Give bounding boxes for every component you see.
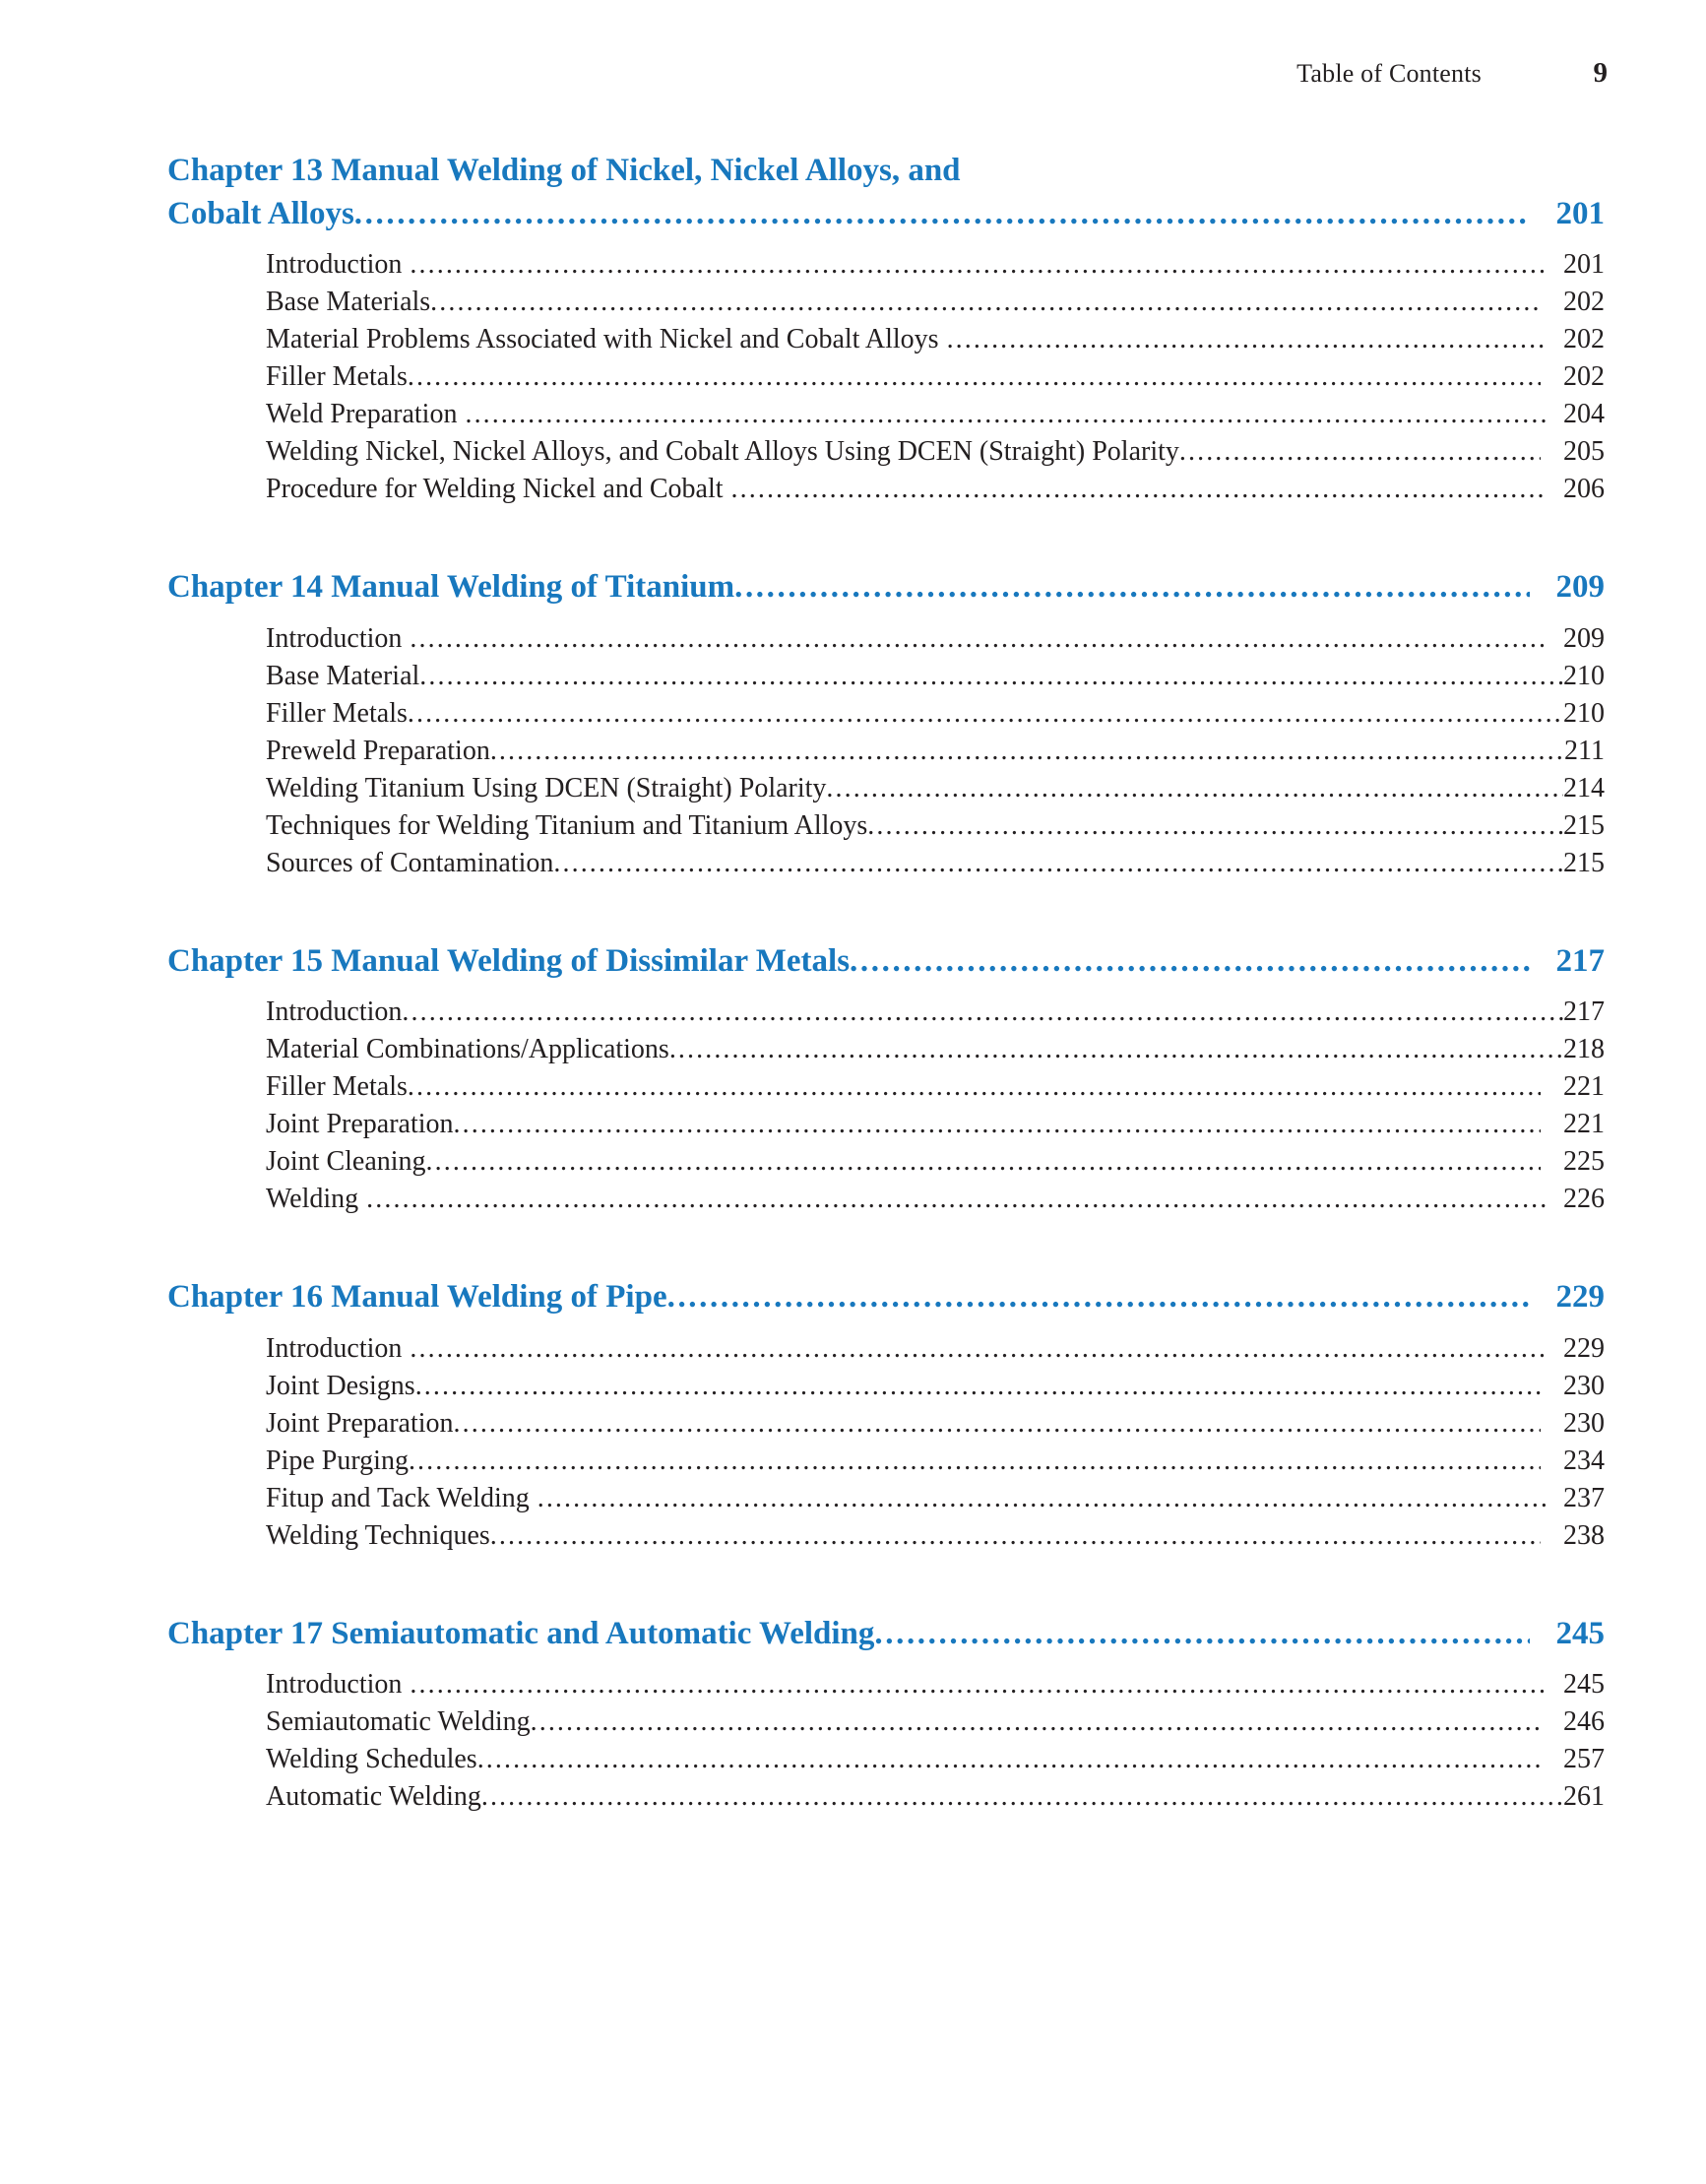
toc-entry-page-number: 230 <box>1563 1370 1605 1401</box>
toc-entry-label: Introduction <box>266 249 403 281</box>
chapter-heading[interactable] <box>167 566 1605 610</box>
chapter-entry-list <box>266 623 1605 885</box>
leader-dots <box>354 193 1530 236</box>
chapter-title-row <box>167 1276 1605 1319</box>
toc-entry-page-number: 237 <box>1563 1482 1605 1513</box>
toc-entry[interactable] <box>266 436 1605 474</box>
leader-dots <box>850 940 1530 984</box>
leader-dots <box>874 1613 1530 1656</box>
toc-entry-label: Filler Metals <box>266 1071 408 1103</box>
toc-entry[interactable] <box>266 1408 1605 1445</box>
toc-entry-page-number: 234 <box>1563 1445 1605 1476</box>
toc-entry[interactable] <box>266 1371 1605 1408</box>
toc-entry-page-number: 210 <box>1563 697 1605 729</box>
toc-entry[interactable] <box>266 623 1605 661</box>
chapter-page-number: 245 <box>1555 1615 1605 1651</box>
toc-entry-label: Welding <box>266 1184 359 1215</box>
chapter-title-row <box>167 940 1605 984</box>
toc-entry-label: Joint Cleaning <box>266 1146 426 1178</box>
toc-entry-label: Fitup and Tack Welding <box>266 1482 530 1513</box>
toc-entry-label: Welding Nickel, Nickel Alloys, and Cobalt Alloys Using DCEN (Straight) Polarity <box>266 436 1179 468</box>
toc-entry[interactable] <box>266 661 1605 698</box>
toc-entry-page-number: 202 <box>1563 324 1605 355</box>
chapter-heading[interactable] <box>167 1613 1605 1656</box>
leader-dots <box>408 698 1563 731</box>
toc-entry-label: Introduction <box>266 1332 403 1364</box>
chapter-title-row <box>167 566 1605 610</box>
toc-entry-page-number: 257 <box>1563 1744 1605 1775</box>
chapter-page-number: 209 <box>1555 569 1605 606</box>
toc-entry-label: Introduction <box>266 996 403 1028</box>
running-head-page-number: 9 <box>1593 57 1608 89</box>
toc-entry[interactable] <box>266 773 1605 810</box>
toc-entry-page-number: 214 <box>1563 772 1605 803</box>
toc-entry[interactable] <box>266 996 1605 1034</box>
leader-dots <box>731 474 1548 506</box>
toc-entry-page-number: 229 <box>1563 1332 1605 1364</box>
toc-entry-page-number: 202 <box>1563 287 1605 318</box>
chapter-heading[interactable] <box>167 150 1605 235</box>
leader-dots <box>454 1408 1541 1441</box>
leader-dots <box>419 661 1563 693</box>
leader-dots <box>408 1071 1541 1104</box>
toc-entry[interactable] <box>266 1706 1605 1744</box>
toc-entry[interactable] <box>266 1109 1605 1146</box>
toc-entry-page-number: 221 <box>1563 1109 1605 1140</box>
leader-dots <box>430 287 1541 319</box>
toc-entry-label: Joint Preparation <box>266 1109 454 1140</box>
toc-entry-page-number: 206 <box>1563 474 1605 505</box>
chapter-title-line-1: Chapter 13 Manual Welding of Nickel, Nickel Alloys, and <box>167 153 961 188</box>
toc-entry-page-number: 230 <box>1563 1407 1605 1439</box>
leader-dots <box>410 623 1548 656</box>
chapter-entry-list <box>266 1333 1605 1558</box>
leader-dots <box>537 1483 1548 1515</box>
toc-entry-label: Base Material <box>266 660 420 691</box>
toc-entry[interactable] <box>266 1669 1605 1706</box>
toc-entry-page-number: 204 <box>1563 399 1605 430</box>
leader-dots <box>1179 436 1541 469</box>
toc-entry-label: Welding Titanium Using DCEN (Straight) Polarity <box>266 772 827 803</box>
leader-dots <box>734 566 1530 610</box>
toc-entry-page-number: 217 <box>1563 996 1605 1028</box>
chapter-title-row <box>167 1613 1605 1656</box>
leader-dots <box>402 996 1563 1029</box>
toc-entry-label: Preweld Preparation <box>266 735 490 766</box>
toc-entry-label: Introduction <box>266 1669 403 1701</box>
toc-entry[interactable] <box>266 810 1605 848</box>
chapter-title: Chapter 15 Manual Welding of Dissimilar Metals <box>167 942 851 979</box>
toc-entry[interactable] <box>266 474 1605 511</box>
toc-entry-page-number: 209 <box>1563 622 1605 654</box>
chapter-block <box>167 940 1605 1222</box>
toc-entry-page-number: 226 <box>1563 1184 1605 1215</box>
toc-entry-label: Joint Designs <box>266 1370 415 1401</box>
chapter-title: Chapter 16 Manual Welding of Pipe <box>167 1279 667 1316</box>
chapter-heading[interactable] <box>167 940 1605 984</box>
leader-dots <box>490 1520 1541 1553</box>
toc-entry-page-number: 215 <box>1563 809 1605 841</box>
leader-dots <box>669 1034 1563 1066</box>
chapter-block <box>167 150 1605 511</box>
leader-dots <box>410 1333 1548 1366</box>
toc-list <box>167 150 1605 1819</box>
toc-entry[interactable] <box>266 1184 1605 1221</box>
chapter-block <box>167 1613 1605 1820</box>
toc-entry[interactable] <box>266 1071 1605 1109</box>
toc-entry[interactable] <box>266 249 1605 287</box>
toc-entry[interactable] <box>266 698 1605 736</box>
chapter-page-number: 229 <box>1555 1279 1605 1316</box>
toc-entry[interactable] <box>266 399 1605 436</box>
toc-entry-label: Welding Schedules <box>266 1744 477 1775</box>
leader-dots <box>465 399 1548 431</box>
toc-entry-label: Material Problems Associated with Nickel and Cobalt Alloys <box>266 324 939 355</box>
toc-entry-label: Filler Metals <box>266 697 408 729</box>
leader-dots <box>409 1445 1541 1478</box>
toc-entry-label: Semiautomatic Welding <box>266 1706 531 1738</box>
chapter-title: Chapter 17 Semiautomatic and Automatic Welding <box>167 1615 875 1651</box>
toc-entry[interactable] <box>266 361 1605 399</box>
toc-entry-label: Filler Metals <box>266 361 408 393</box>
toc-entry[interactable] <box>266 1445 1605 1483</box>
leader-dots <box>366 1184 1548 1216</box>
leader-dots <box>426 1146 1541 1179</box>
leader-dots <box>553 848 1563 880</box>
leader-dots <box>477 1744 1541 1776</box>
toc-entry-page-number: 211 <box>1564 735 1605 766</box>
toc-entry[interactable] <box>266 1483 1605 1520</box>
toc-entry-page-number: 246 <box>1563 1706 1605 1738</box>
chapter-block <box>167 1276 1605 1558</box>
toc-entry-page-number: 238 <box>1563 1519 1605 1551</box>
toc-entry[interactable] <box>266 1744 1605 1781</box>
toc-entry[interactable] <box>266 324 1605 361</box>
toc-entry-label: Techniques for Welding Titanium and Titanium Alloys <box>266 809 868 841</box>
chapter-entry-list <box>266 1669 1605 1819</box>
running-head-title: Table of Contents <box>1296 59 1482 88</box>
toc-entry[interactable] <box>266 1781 1605 1819</box>
toc-entry-page-number: 205 <box>1563 436 1605 468</box>
chapter-title-line-2-row <box>167 193 1605 236</box>
toc-entry[interactable] <box>266 287 1605 324</box>
toc-entry-page-number: 201 <box>1563 249 1605 281</box>
chapter-entry-list <box>266 996 1605 1221</box>
toc-entry-label: Sources of Contamination <box>266 847 554 878</box>
toc-entry-page-number: 215 <box>1563 847 1605 878</box>
leader-dots <box>410 1669 1548 1702</box>
chapter-title-line-2: Cobalt Alloys <box>167 195 354 231</box>
leader-dots <box>667 1276 1530 1319</box>
toc-entry-label: Joint Preparation <box>266 1407 454 1439</box>
chapter-heading[interactable] <box>167 1276 1605 1319</box>
toc-entry-label: Weld Preparation <box>266 399 458 430</box>
toc-entry[interactable] <box>266 1034 1605 1071</box>
leader-dots <box>826 773 1563 805</box>
leader-dots <box>947 324 1548 356</box>
leader-dots <box>490 736 1564 768</box>
toc-entry[interactable] <box>266 736 1605 773</box>
toc-entry-page-number: 210 <box>1563 660 1605 691</box>
toc-entry-label: Welding Techniques <box>266 1519 490 1551</box>
leader-dots <box>867 810 1563 843</box>
chapter-block <box>167 566 1605 885</box>
toc-entry-label: Procedure for Welding Nickel and Cobalt <box>266 474 724 505</box>
toc-entry-page-number: 225 <box>1563 1146 1605 1178</box>
leader-dots <box>415 1371 1541 1403</box>
toc-entry-page-number: 245 <box>1563 1669 1605 1701</box>
toc-entry-label: Introduction <box>266 622 403 654</box>
leader-dots <box>408 361 1541 394</box>
toc-entry[interactable] <box>266 848 1605 885</box>
toc-entry-label: Automatic Welding <box>266 1781 481 1813</box>
leader-dots <box>410 249 1548 282</box>
toc-entry-page-number: 221 <box>1563 1071 1605 1103</box>
toc-entry-label: Base Materials <box>266 287 431 318</box>
toc-entry-label: Pipe Purging <box>266 1445 409 1476</box>
chapter-title: Chapter 14 Manual Welding of Titanium <box>167 569 735 606</box>
toc-entry[interactable] <box>266 1333 1605 1371</box>
leader-dots <box>531 1706 1541 1739</box>
leader-dots <box>454 1109 1541 1141</box>
leader-dots <box>481 1781 1563 1814</box>
chapter-entry-list <box>266 249 1605 511</box>
toc-entry-label: Material Combinations/Applications <box>266 1034 669 1065</box>
chapter-page-number: 217 <box>1555 942 1605 979</box>
toc-entry-page-number: 261 <box>1563 1781 1605 1813</box>
toc-entry[interactable] <box>266 1520 1605 1558</box>
toc-entry-page-number: 202 <box>1563 361 1605 393</box>
toc-entry[interactable] <box>266 1146 1605 1184</box>
running-head <box>167 57 1608 96</box>
toc-entry-page-number: 218 <box>1563 1034 1605 1065</box>
chapter-page-number: 201 <box>1555 195 1605 231</box>
